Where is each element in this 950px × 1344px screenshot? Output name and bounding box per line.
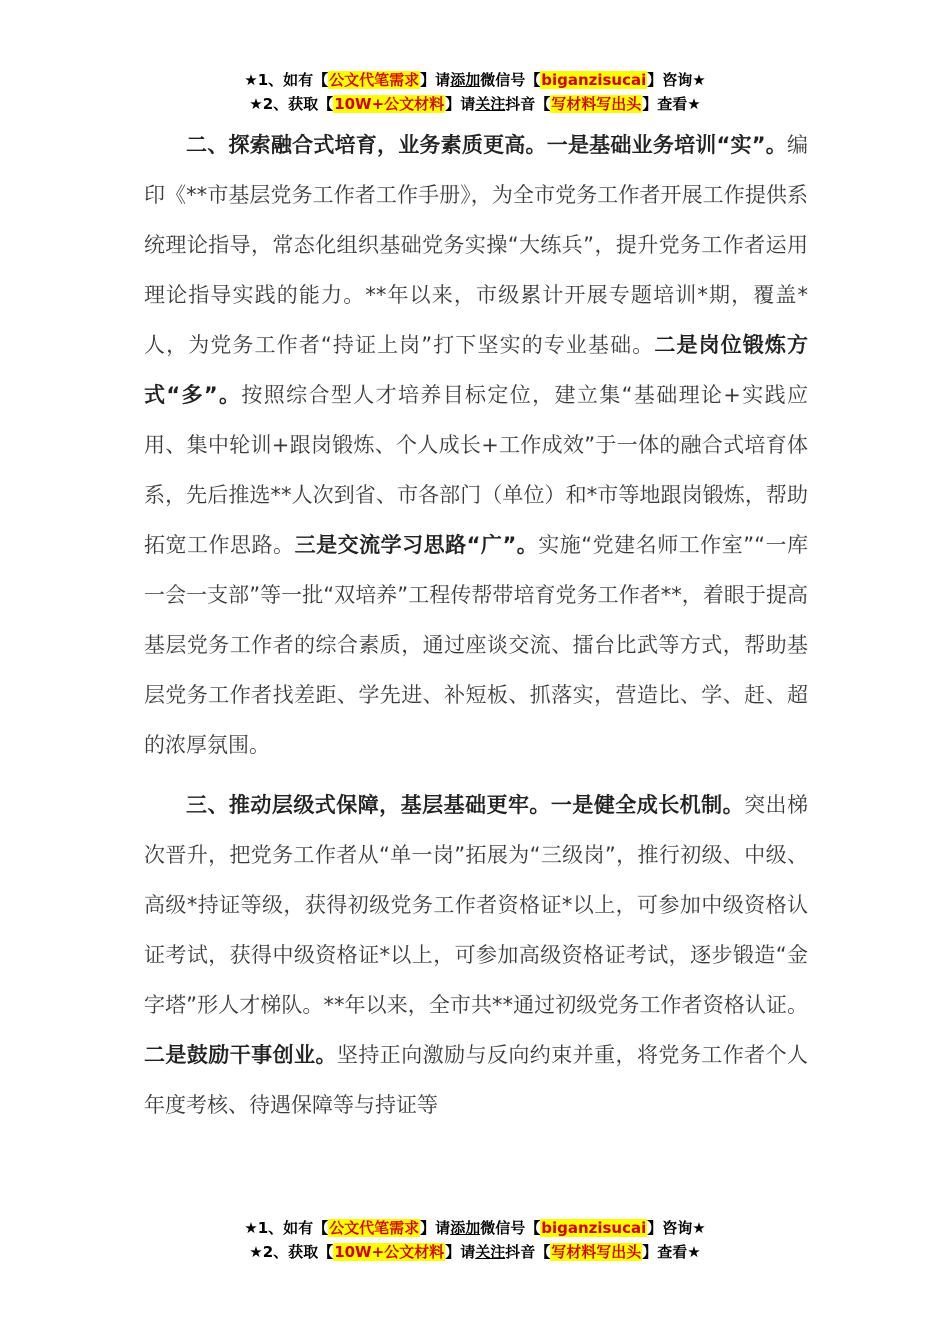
section-2-subheading-2: 二是岗位锻炼方式“多”。	[144, 333, 809, 407]
header-line-2	[0, 92, 950, 116]
footer-line-2-prefix: ★2、获取【	[249, 1243, 334, 1261]
footer-line-2-highlight-materials: 10W+公文材料	[334, 1243, 445, 1261]
section-3-heading: 三、推动层级式保障，基层基础更牢。一是健全成长机制。	[186, 793, 745, 817]
footer-line-2-text-a: 】请	[445, 1243, 476, 1261]
footer-line-1-emphasis: 添加	[450, 1219, 481, 1237]
section-3-text-2: 坚持正向激励与反向约束并重，将党务工作者个人年度考核、待遇保障等与持证等	[144, 1043, 809, 1117]
footer-banner	[0, 1216, 950, 1264]
header-banner	[0, 68, 950, 116]
header-line-2-text-b: 抖音【	[505, 95, 551, 113]
footer-line-2	[0, 1240, 950, 1264]
header-line-2-text-a: 】请	[445, 95, 476, 113]
header-line-2-highlight-materials: 10W+公文材料	[334, 95, 445, 113]
header-line-2-emphasis: 关注	[475, 95, 506, 113]
header-line-1-text-a: 】请	[420, 71, 451, 89]
header-line-1-emphasis: 添加	[450, 71, 481, 89]
footer-line-2-text-b: 抖音【	[505, 1243, 551, 1261]
footer-line-1-suffix: 】咨询★	[647, 1219, 706, 1237]
footer-line-1	[0, 1216, 950, 1240]
footer-line-1-text-a: 】请	[420, 1219, 451, 1237]
section-3-subheading-2: 二是鼓励干事创业。	[144, 1043, 337, 1067]
section-3-text-1: 突出梯次晋升，把党务工作者从“单一岗”拓展为“三级岗”，推行初级、中级、高级*持证等级，获得初级党务工作者资格证*以上，可参加中级资格认证考试，获得中级资格证*以上，可参加高级资格证考试，逐步锻造“金字塔”形人才梯队。**年以来，全市共**通过初级党务工作者资格认证。	[144, 793, 809, 1017]
header-line-1-highlight-service: 公文代笔需求	[329, 71, 420, 89]
footer-line-1-prefix: ★1、如有【	[244, 1219, 329, 1237]
header-line-1-highlight-wechat-id: biganzisucai	[541, 71, 647, 89]
footer-line-2-suffix: 】查看★	[642, 1243, 701, 1261]
footer-line-2-highlight-douyin: 写材料写出头	[551, 1243, 642, 1261]
section-2-text-1: 编印《**市基层党务工作者工作手册》，为全市党务工作者开展工作提供系统理论指导，常态化组织基础党务实操“大练兵”，提升党务工作者运用理论指导实践的能力。**年以来，市级累计开展专题培训*期，覆盖*人，为党务工作者“持证上岗”打下坚实的专业基础。	[144, 133, 808, 357]
section-2-text-3: 实施“党建名师工作室”“一库一会一支部”等一批“双培养”工程传帮带培育党务工作者**，着眼于提高基层党务工作者的综合素质，通过座谈交流、擂台比武等方式，帮助基层党务工作者找差距、学先进、补短板、抓落实，营造比、学、赶、超的浓厚氛围。	[144, 533, 808, 757]
header-line-1	[0, 68, 950, 92]
section-2-subheading-3: 三是交流学习思路“广”。	[294, 533, 539, 557]
header-line-1-text-b: 微信号【	[480, 71, 541, 89]
header-line-1-suffix: 】咨询★	[647, 71, 706, 89]
header-line-2-suffix: 】查看★	[642, 95, 701, 113]
section-2-text-2: 按照综合型人才培养目标定位，建立集“基础理论+实践应用、集中轮训+跟岗锻炼、个人成长+工作成效”于一体的融合式培育体系，先后推选**人次到省、市各部门（单位）和*市等地跟岗锻炼，帮助拓宽工作思路。	[144, 383, 808, 557]
footer-line-1-highlight-wechat-id: biganzisucai	[541, 1219, 647, 1237]
footer-line-1-text-b: 微信号【	[480, 1219, 541, 1237]
document-body	[144, 120, 808, 1130]
header-line-2-prefix: ★2、获取【	[249, 95, 334, 113]
footer-line-2-emphasis: 关注	[475, 1243, 506, 1261]
footer-line-1-highlight-service: 公文代笔需求	[329, 1219, 420, 1237]
header-line-2-highlight-douyin: 写材料写出头	[551, 95, 642, 113]
paragraph-section-2	[144, 120, 808, 770]
section-2-heading: 二、探索融合式培育，业务素质更高。一是基础业务培训“实”。	[186, 133, 787, 157]
paragraph-section-3	[144, 780, 808, 1130]
header-line-1-prefix: ★1、如有【	[244, 71, 329, 89]
